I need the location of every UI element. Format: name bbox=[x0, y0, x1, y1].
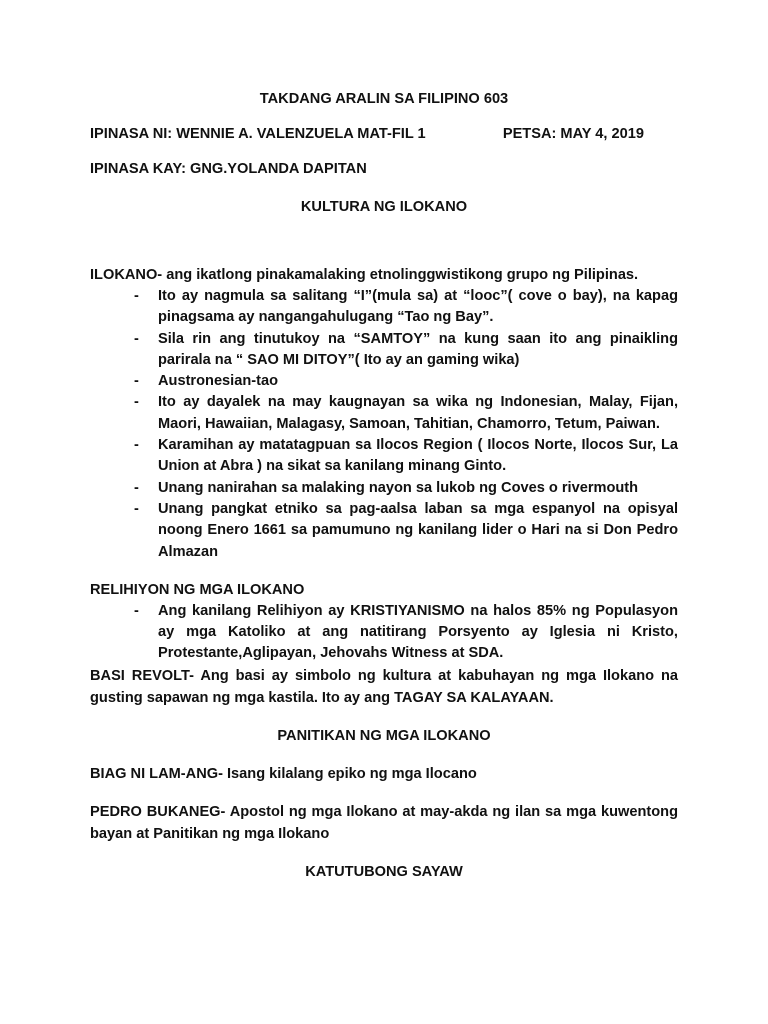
list-item: - Ang kanilang Relihiyon ay KRISTIYANISMO na halos 85% ng Populasyon ay mga Katoliko at ang natitirang Porsyento ay Iglesia ni Kristo, Protestante,Aglipayan, Jehovahs Witness at SDA. bbox=[134, 602, 678, 662]
list-item: - Karamihan ay matatagpuan sa Ilocos Region ( Ilocos Norte, Ilocos Sur, La Union at Abra ) na sikat sa kanilang minang Ginto. bbox=[134, 437, 678, 475]
dash-bullet: - bbox=[134, 288, 139, 304]
list-item: - Austronesian-tao bbox=[90, 371, 678, 392]
list-item: - Unang nanirahan sa malaking nayon sa lukob ng Coves o rivermouth bbox=[90, 478, 678, 499]
dash-bullet: - bbox=[134, 373, 139, 390]
biag-ni-lam-ang-paragraph: BIAG NI LAM-ANG- Isang kilalang epiko ng mga Ilocano bbox=[90, 765, 477, 782]
dash-bullet: - bbox=[134, 437, 139, 454]
list-item: - Sila rin ang tinutukoy na “SAMTOY” na kung saan ito ang pinaikling parirala na “ SAO MI DITOY”( Ito ay an gaming wika) bbox=[134, 330, 678, 368]
submitter-row bbox=[90, 126, 678, 142]
list-item: - Ito ay nagmula sa salitang “I”(mula sa) at “looc”( cove o bay), na kapag pinagsama ay nangangahulugang “Tao ng Bay”. bbox=[134, 288, 678, 326]
section-heading-sayaw: KATUTUBONG SAYAW bbox=[305, 863, 463, 880]
section-heading-relihiyon: RELIHIYON NG MGA ILOKANO bbox=[90, 581, 305, 598]
submitted-to: IPINASA KAY: GNG.YOLANDA DAPITAN bbox=[90, 161, 367, 177]
intro-ilokano: ILOKANO- ang ikatlong pinakamalaking etnolinggwistikong grupo ng Pilipinas. bbox=[90, 267, 639, 283]
submitted-by: IPINASA NI: WENNIE A. VALENZUELA MAT-FIL 1 bbox=[90, 126, 426, 142]
section-heading-kultura: KULTURA NG ILOKANO bbox=[300, 199, 468, 215]
dash-bullet: - bbox=[134, 394, 139, 411]
section-heading-panitikan: PANITIKAN NG MGA ILOKANO bbox=[277, 727, 491, 744]
kultura-list bbox=[90, 286, 678, 563]
basi-revolt-paragraph: BASI REVOLT- Ang basi ay simbolo ng kultura at kabuhayan ng mga Ilokano na gusting sapawan ng mga kastila. Ito ay ang TAGAY SA KALAYAAN. bbox=[90, 667, 678, 706]
dash-bullet: - bbox=[134, 500, 139, 517]
list-item: - Ito ay dayalek na may kaugnayan sa wika ng Indonesian, Malay, Fijan, Maori, Hawaiian, Malagasy, Samoan, Tahitian, Chamorro, Tetum, Paiwan. bbox=[134, 394, 678, 432]
dash-bullet: - bbox=[134, 602, 139, 619]
list-item: - Unang pangkat etniko sa pag-aalsa laban sa mga espanyol na opisyal noong Enero 1661 sa pamumuno ng kanilang lider o Hari na si Don Pedro Almazan bbox=[134, 500, 678, 560]
dash-bullet: - bbox=[134, 479, 139, 496]
document-body bbox=[90, 88, 678, 883]
relihiyon-list bbox=[90, 601, 678, 665]
document-title: TAKDANG ARALIN SA FILIPINO 603 bbox=[259, 91, 509, 107]
submission-date: PETSA: MAY 4, 2019 bbox=[502, 126, 644, 142]
pedro-bukaneg-paragraph: PEDRO BUKANEG- Apostol ng mga Ilokano at may-akda ng ilan sa mga kuwentong bayan at Panitikan ng mga Ilokano bbox=[90, 803, 678, 842]
dash-bullet: - bbox=[134, 330, 139, 347]
